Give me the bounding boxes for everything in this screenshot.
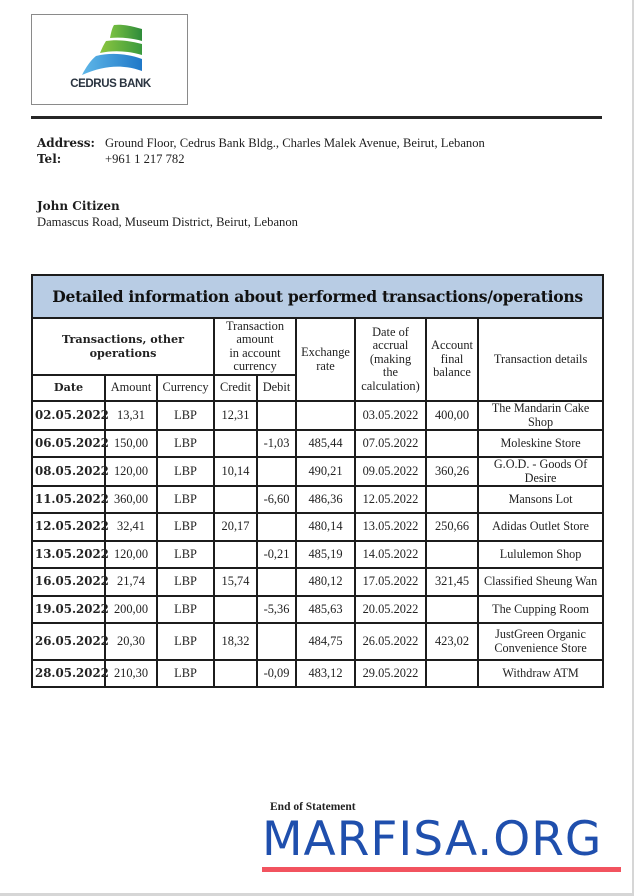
cell-debit: -0,09: [257, 660, 296, 687]
cell-currency: LBP: [157, 430, 214, 457]
cell-details: JustGreen Organic Convenience Store: [478, 623, 603, 660]
cell-currency: LBP: [157, 541, 214, 568]
transactions-body: [32, 401, 603, 687]
cell-final-balance: 400,00: [426, 401, 478, 430]
cell-currency: LBP: [157, 486, 214, 513]
table-row: [32, 486, 603, 513]
cell-date: 12.05.2022: [32, 513, 105, 541]
cell-debit: [257, 401, 296, 430]
cell-details: Lululemon Shop: [478, 541, 603, 568]
cell-debit: -6,60: [257, 486, 296, 513]
cell-debit: [257, 513, 296, 541]
cell-credit: 18,32: [214, 623, 257, 660]
header-currency: Currency: [157, 375, 214, 401]
table-title: Detailed information about performed transactions/operations: [32, 275, 603, 318]
cell-credit: [214, 660, 257, 687]
cell-amount: 120,00: [105, 457, 157, 486]
table-row: [32, 457, 603, 486]
table-row: [32, 401, 603, 430]
cell-date: 26.05.2022: [32, 623, 105, 660]
address-label: Address:: [37, 136, 95, 150]
cell-date: 08.05.2022: [32, 457, 105, 486]
cell-accrual-date: 07.05.2022: [355, 430, 426, 457]
cell-date: 02.05.2022: [32, 401, 105, 430]
cell-date: 19.05.2022: [32, 596, 105, 623]
cell-exchange-rate: 486,36: [296, 486, 355, 513]
cell-final-balance: 321,45: [426, 568, 478, 596]
cell-amount: 210,30: [105, 660, 157, 687]
customer-address: Damascus Road, Museum District, Beirut, Lebanon: [37, 214, 298, 229]
cell-exchange-rate: 480,14: [296, 513, 355, 541]
cell-debit: -5,36: [257, 596, 296, 623]
cell-accrual-date: 20.05.2022: [355, 596, 426, 623]
cell-credit: [214, 596, 257, 623]
header-credit: Credit: [214, 375, 257, 401]
header-debit: Debit: [257, 375, 296, 401]
table-row: [32, 430, 603, 457]
cell-exchange-rate: 485,44: [296, 430, 355, 457]
cedrus-logo-icon: [76, 23, 148, 79]
cell-details: Mansons Lot: [478, 486, 603, 513]
cell-credit: [214, 541, 257, 568]
address-value: Ground Floor, Cedrus Bank Bldg., Charles Malek Avenue, Beirut, Lebanon: [105, 136, 485, 150]
end-of-statement: End of Statement: [270, 801, 356, 813]
cell-final-balance: [426, 660, 478, 687]
cell-amount: 200,00: [105, 596, 157, 623]
cell-details: Withdraw ATM: [478, 660, 603, 687]
cell-accrual-date: 29.05.2022: [355, 660, 426, 687]
cell-accrual-date: 17.05.2022: [355, 568, 426, 596]
cell-exchange-rate: 485,63: [296, 596, 355, 623]
cell-credit: [214, 430, 257, 457]
cell-amount: 150,00: [105, 430, 157, 457]
cell-date: 16.05.2022: [32, 568, 105, 596]
header-divider: [31, 116, 602, 119]
header-tx-amount: Transaction amount in account currency: [214, 318, 296, 375]
bank-contact: [37, 136, 485, 167]
cell-details: Adidas Outlet Store: [478, 513, 603, 541]
cell-accrual-date: 14.05.2022: [355, 541, 426, 568]
cell-credit: [214, 486, 257, 513]
table-row: [32, 513, 603, 541]
watermark: [262, 814, 622, 870]
cell-currency: LBP: [157, 568, 214, 596]
table-row: [32, 623, 603, 660]
cell-currency: LBP: [157, 401, 214, 430]
cell-final-balance: [426, 541, 478, 568]
cell-debit: -0,21: [257, 541, 296, 568]
customer-block: [37, 199, 298, 230]
cell-details: Moleskine Store: [478, 430, 603, 457]
cell-credit: 20,17: [214, 513, 257, 541]
cell-accrual-date: 09.05.2022: [355, 457, 426, 486]
header-exchange-rate: Exchange rate: [296, 318, 355, 401]
cell-currency: LBP: [157, 660, 214, 687]
table-row: [32, 660, 603, 687]
cell-exchange-rate: [296, 401, 355, 430]
watermark-underline: [262, 867, 621, 872]
cell-accrual-date: 13.05.2022: [355, 513, 426, 541]
cell-amount: 20,30: [105, 623, 157, 660]
cell-amount: 120,00: [105, 541, 157, 568]
cell-date: 28.05.2022: [32, 660, 105, 687]
cell-accrual-date: 12.05.2022: [355, 486, 426, 513]
cell-details: The Mandarin Cake Shop: [478, 401, 603, 430]
cell-date: 06.05.2022: [32, 430, 105, 457]
cell-debit: [257, 568, 296, 596]
header-date: Date: [32, 375, 105, 401]
table-row: [32, 541, 603, 568]
cell-accrual-date: 03.05.2022: [355, 401, 426, 430]
cell-credit: 12,31: [214, 401, 257, 430]
header-details: Transaction details: [478, 318, 603, 401]
cell-currency: LBP: [157, 513, 214, 541]
cell-exchange-rate: 490,21: [296, 457, 355, 486]
cell-amount: 360,00: [105, 486, 157, 513]
cell-details: Classified Sheung Wan: [478, 568, 603, 596]
table-row: [32, 568, 603, 596]
cell-final-balance: 360,26: [426, 457, 478, 486]
cell-exchange-rate: 485,19: [296, 541, 355, 568]
transactions-table: [31, 274, 604, 688]
cell-currency: LBP: [157, 457, 214, 486]
bank-logo: [31, 14, 188, 105]
cell-amount: 21,74: [105, 568, 157, 596]
cell-details: G.O.D. - Goods Of Desire: [478, 457, 603, 486]
cell-final-balance: [426, 430, 478, 457]
cell-debit: [257, 623, 296, 660]
watermark-text: MARFISA.ORG: [262, 812, 603, 867]
cell-exchange-rate: 483,12: [296, 660, 355, 687]
cell-exchange-rate: 484,75: [296, 623, 355, 660]
header-final-balance: Account final balance: [426, 318, 478, 401]
tel-value: +961 1 217 782: [105, 151, 185, 166]
cell-accrual-date: 26.05.2022: [355, 623, 426, 660]
cell-credit: 15,74: [214, 568, 257, 596]
cell-date: 11.05.2022: [32, 486, 105, 513]
tel-label: Tel:: [37, 151, 62, 166]
cell-currency: LBP: [157, 623, 214, 660]
cell-amount: 32,41: [105, 513, 157, 541]
cell-final-balance: 423,02: [426, 623, 478, 660]
cell-currency: LBP: [157, 596, 214, 623]
header-accrual-date: Date of accrual (making the calculation): [355, 318, 426, 401]
cell-details: The Cupping Room: [478, 596, 603, 623]
cell-final-balance: [426, 596, 478, 623]
cell-exchange-rate: 480,12: [296, 568, 355, 596]
cell-final-balance: [426, 486, 478, 513]
cell-debit: [257, 457, 296, 486]
customer-name: John Citizen: [37, 199, 120, 213]
bank-name: CEDRUS BANK: [70, 78, 151, 90]
cell-date: 13.05.2022: [32, 541, 105, 568]
cell-amount: 13,31: [105, 401, 157, 430]
cell-credit: 10,14: [214, 457, 257, 486]
header-amount: Amount: [105, 375, 157, 401]
header-transactions: Transactions, other operations: [32, 318, 214, 375]
cell-final-balance: 250,66: [426, 513, 478, 541]
table-row: [32, 596, 603, 623]
cell-debit: -1,03: [257, 430, 296, 457]
